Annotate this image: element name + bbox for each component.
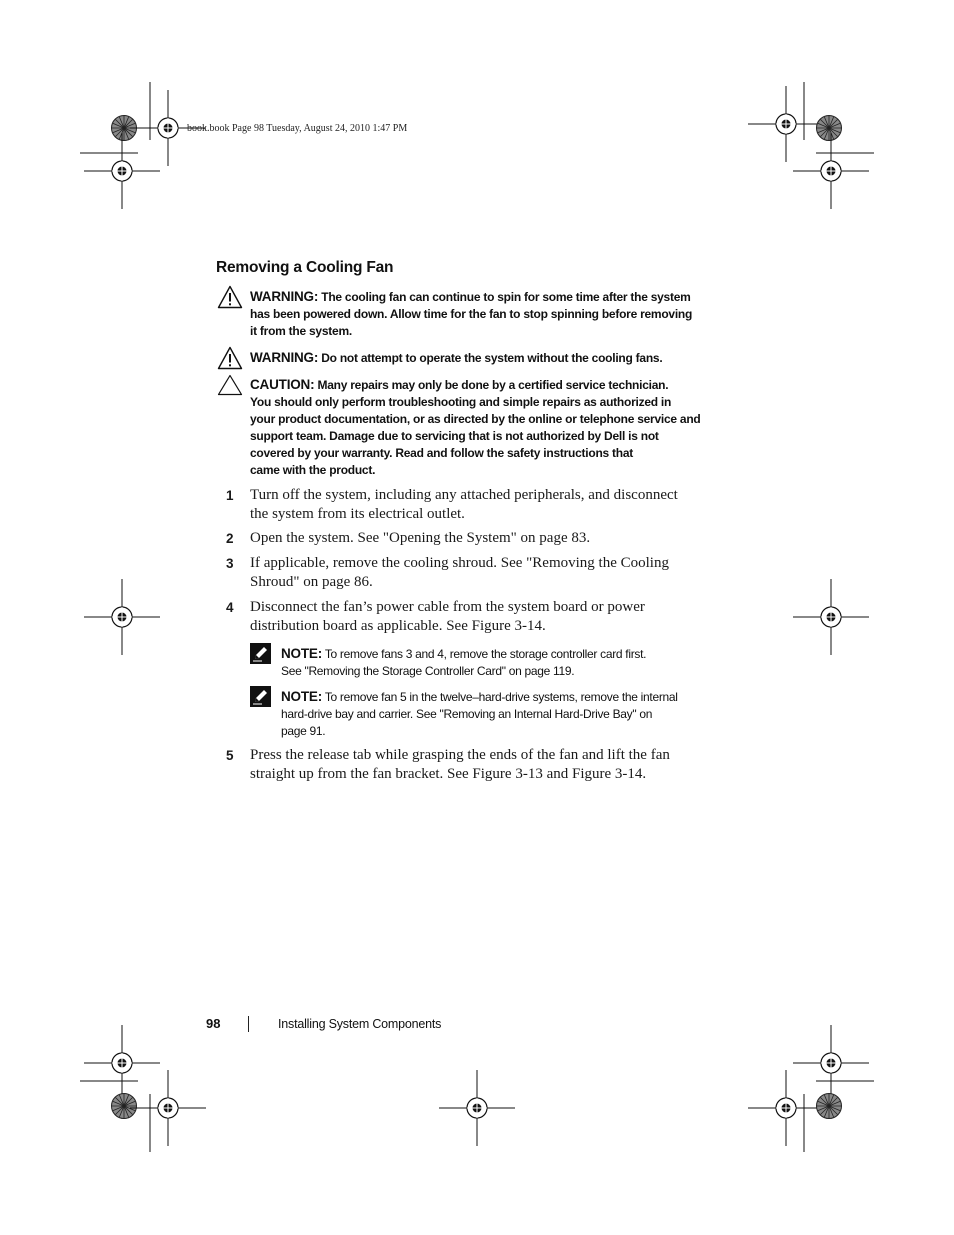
step-number: 4 [226, 600, 234, 615]
step-line: Disconnect the fan’s power cable from the system board or power [250, 599, 645, 615]
warning-notice [250, 288, 718, 340]
page-number: 98 [206, 1016, 221, 1031]
notice-line: Do not attempt to operate the system without the cooling fans. [321, 351, 663, 365]
note-pencil-icon [250, 686, 271, 707]
note-line: See "Removing the Storage Controller Card" on page 119. [281, 664, 575, 678]
warning-label: WARNING: [250, 289, 319, 304]
step-line: Press the release tab while grasping the ends of the fan and lift the fan [250, 747, 670, 763]
note-line: To remove fans 3 and 4, remove the storage controller card first. [324, 647, 647, 661]
chapter-title: Installing System Components [278, 1017, 442, 1031]
note-line: To remove fan 5 in the twelve–hard-drive systems, remove the internal [324, 690, 678, 704]
notice-line: The cooling fan can continue to spin for some time after the system [321, 290, 691, 304]
warning-triangle-icon [217, 285, 243, 309]
note [281, 688, 721, 740]
step-line: the system from its electrical outlet. [250, 506, 465, 522]
note-line: hard-drive bay and carrier. See "Removing an Internal Hard-Drive Bay" on [281, 707, 653, 721]
note-label: NOTE: [281, 646, 322, 661]
step-number: 1 [226, 488, 234, 503]
step-line: straight up from the fan bracket. See Figure 3-13 and Figure 3-14. [250, 766, 647, 782]
caution-notice [250, 376, 718, 479]
notice-line: your product documentation, or as directed by the online or telephone service and [250, 412, 701, 426]
step-line: Open the system. See "Opening the System" on page 83. [250, 530, 591, 546]
notice-line: it from the system. [250, 324, 352, 338]
step-line: Turn off the system, including any attached peripherals, and disconnect [250, 487, 678, 503]
warning-notice [250, 349, 718, 367]
notice-line: has been powered down. Allow time for the fan to stop spinning before removing [250, 307, 693, 321]
warning-triangle-icon [217, 346, 243, 370]
warning-label: WARNING: [250, 350, 319, 365]
step-number: 5 [226, 748, 234, 763]
note-pencil-icon [250, 643, 271, 664]
notice-line: Many repairs may only be done by a certified service technician. [317, 378, 669, 392]
note-line: page 91. [281, 724, 326, 738]
notice-line: covered by your warranty. Read and follow the safety instructions that [250, 446, 634, 460]
notice-line: support team. Damage due to servicing that is not authorized by Dell is not [250, 429, 659, 443]
notice-line: You should only perform troubleshooting and simple repairs as authorized in [250, 395, 672, 409]
note [281, 645, 721, 680]
caution-label: CAUTION: [250, 377, 315, 392]
footer-divider [248, 1016, 249, 1032]
slug-line: book.book Page 98 Tuesday, August 24, 2010 1:47 PM [187, 123, 408, 134]
step-number: 2 [226, 531, 234, 546]
notice-line: came with the product. [250, 463, 376, 477]
section-title: Removing a Cooling Fan [216, 259, 394, 276]
caution-triangle-icon [217, 374, 243, 396]
step-number: 3 [226, 556, 234, 571]
step-line: distribution board as applicable. See Figure 3-14. [250, 618, 546, 634]
step-line: Shroud" on page 86. [250, 574, 373, 590]
step-line: If applicable, remove the cooling shroud. See "Removing the Cooling [250, 555, 669, 571]
note-label: NOTE: [281, 689, 322, 704]
